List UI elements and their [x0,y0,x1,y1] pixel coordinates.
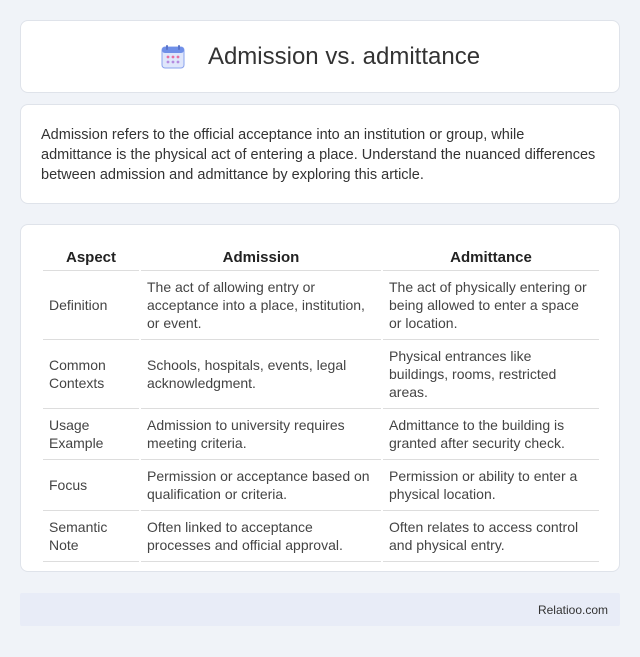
row-admission: Permission or acceptance based on qualification or criteria. [141,460,381,511]
row-admittance: Physical entrances like buildings, rooms, restricted areas. [383,340,599,409]
row-admission: Often linked to acceptance processes and official approval. [141,511,381,562]
row-admission: The act of allowing entry or acceptance into a place, institution, or event. [141,271,381,340]
row-aspect: Definition [43,271,139,340]
footer [20,593,620,626]
row-admittance: Often relates to access control and physical entry. [383,511,599,562]
row-aspect: Common Contexts [43,340,139,409]
row-aspect: Usage Example [43,409,139,460]
intro-text: Admission refers to the official acceptance into an institution or group, while admittance is the physical act of entering a place. Understand the nuanced differences between admission and admittance by exploring this article. [41,127,596,183]
row-admittance: The act of physically entering or being allowed to enter a space or location. [383,271,599,340]
row-admission: Schools, hospitals, events, legal acknowledgment. [141,340,381,409]
calendar-icon [160,44,186,70]
header-admission: Admission [141,243,381,271]
footer-brand: Relatioo.com [537,602,608,617]
row-aspect: Focus [43,460,139,511]
table-row [43,511,599,562]
row-aspect: Semantic Note [43,511,139,562]
row-admittance: Permission or ability to enter a physical location. [383,460,599,511]
table-row [43,271,599,340]
header-admittance: Admittance [383,243,599,271]
table-row [43,460,599,511]
comparison-card [20,224,620,572]
intro-card [20,104,620,204]
row-admittance: Admittance to the building is granted after security check. [383,409,599,460]
comparison-table [41,243,601,562]
header-aspect: Aspect [43,243,139,271]
page-title: Admission vs. admittance [207,42,481,70]
row-admission: Admission to university requires meeting criteria. [141,409,381,460]
table-row [43,409,599,460]
table-row [43,340,599,409]
table-header-row [43,243,599,271]
title-card [20,20,620,93]
